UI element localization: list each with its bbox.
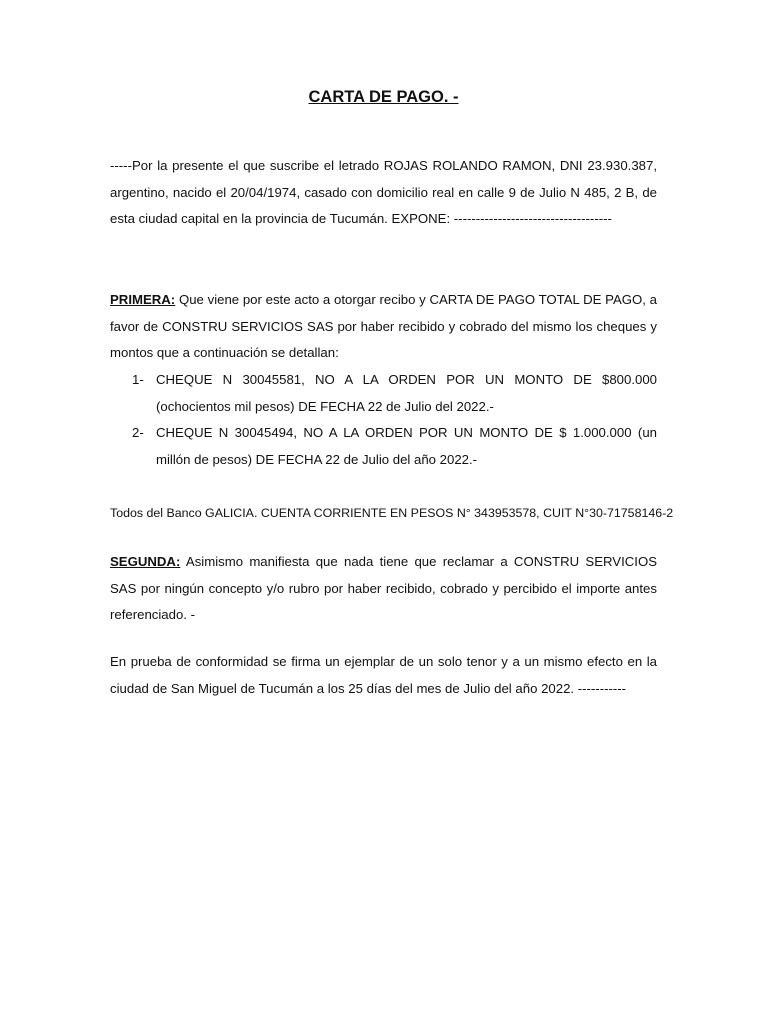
document-title: CARTA DE PAGO. - [308, 88, 459, 106]
list-item-text: CHEQUE N 30045581, NO A LA ORDEN POR UN MONTO DE $800.000 (ochocientos mil pesos) DE FECHA 22 de Julio del 2022.- [156, 372, 657, 414]
primera-paragraph [110, 287, 657, 367]
segunda-paragraph [110, 549, 657, 629]
primera-label: PRIMERA: [110, 292, 176, 307]
segunda-label: SEGUNDA: [110, 554, 181, 569]
segunda-text: Asimismo manifiesta que nada tiene que reclamar a CONSTRU SERVICIOS SAS por ningún concepto y/o rubro por haber recibido, cobrado y percibido el importe antes referenciado. - [110, 554, 657, 622]
list-item [110, 367, 657, 420]
closing-paragraph: En prueba de conformidad se firma un ejemplar de un solo tenor y a un mismo efecto en la ciudad de San Miguel de Tucumán a los 25 días del mes de Julio del año 2022. ----------- [110, 654, 657, 696]
bank-details: Todos del Banco GALICIA. CUENTA CORRIENTE EN PESOS N° 343953578, CUIT N°30-71758146-2 [110, 506, 674, 520]
list-item-text: CHEQUE N 30045494, NO A LA ORDEN POR UN MONTO DE $ 1.000.000 (un millón de pesos) DE FECHA 22 de Julio del año 2022.- [156, 425, 657, 467]
primera-text: Que viene por este acto a otorgar recibo y CARTA DE PAGO TOTAL DE PAGO, a favor de CONSTRU SERVICIOS SAS por haber recibido y cobrado del mismo los cheques y montos que a continuación se detallan: [110, 292, 657, 360]
intro-paragraph: -----Por la presente el que suscribe el letrado ROJAS ROLANDO RAMON, DNI 23.930.387, argentino, nacido el 20/04/1974, casado con domicilio real en calle 9 de Julio N 485, 2 B, de esta ciudad capital en la provincia de Tucumán. EXPONE: ------------------------------------ [110, 158, 657, 226]
list-item-number: 2- [132, 425, 144, 440]
list-item-number: 1- [132, 372, 144, 387]
cheque-list [110, 367, 657, 473]
list-item [110, 420, 657, 473]
